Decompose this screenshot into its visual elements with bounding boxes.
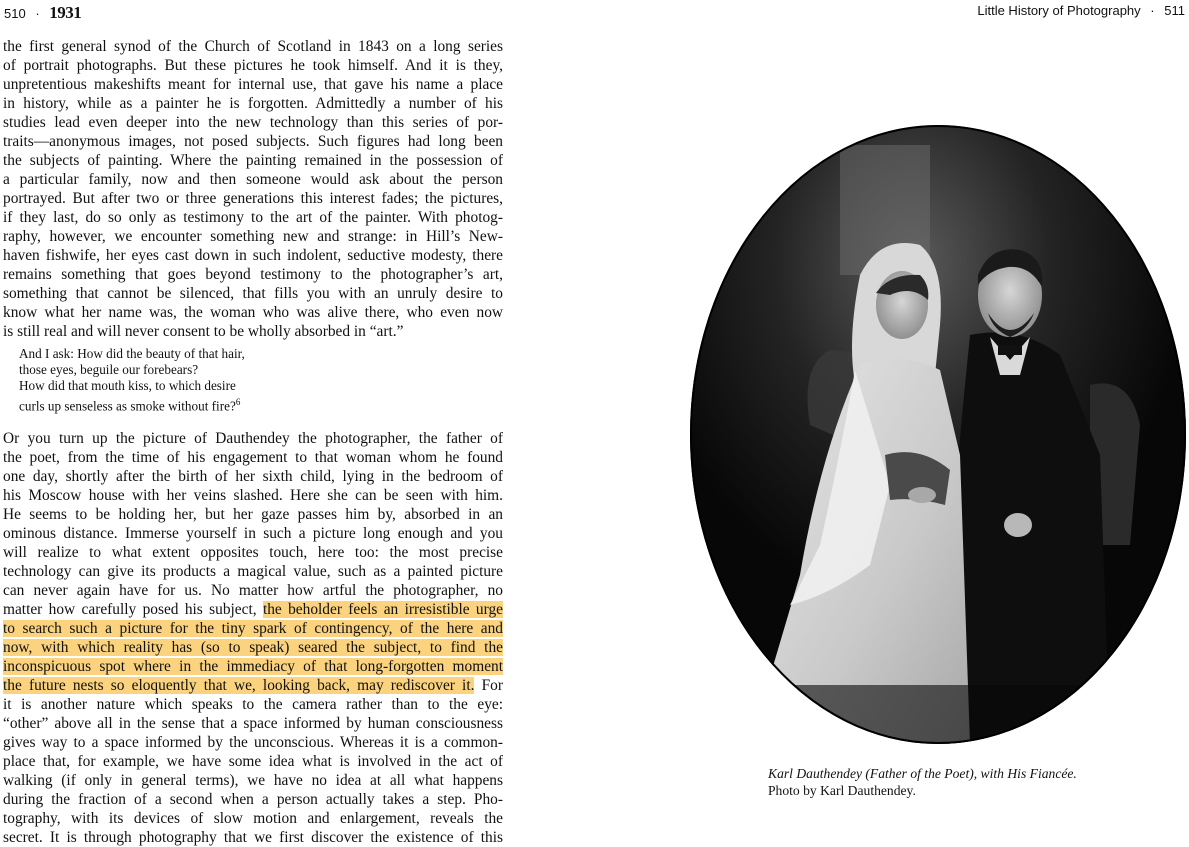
footnote-marker[interactable]: 6 bbox=[235, 397, 241, 407]
left-page-header bbox=[4, 3, 81, 23]
text-line: traits—anonymous images, not posed subjects. Such figures had long been bbox=[3, 133, 503, 150]
highlighted-text[interactable]: inconspicuous spot where in the immediacy of that long-forgotten moment bbox=[3, 658, 503, 675]
text-line-highlight bbox=[3, 619, 503, 638]
text-line: haven fishwife, her eyes cast down in such indolent, seductive modesty, there bbox=[3, 247, 503, 264]
paragraph-2 bbox=[3, 429, 503, 847]
text-line-mixed bbox=[3, 676, 503, 695]
paragraph-1 bbox=[3, 37, 503, 341]
text-line: it is another nature which speaks to the camera rather than to the eye: bbox=[3, 696, 503, 713]
caption-credit: Photo by Karl Dauthendey. bbox=[768, 783, 916, 798]
plain-text: matter how carefully posed his subject, bbox=[3, 601, 263, 618]
right-page bbox=[600, 0, 1189, 840]
oval-portrait-photo bbox=[690, 125, 1186, 744]
text-line: the poet, from the time of his engagement to that woman whom he found bbox=[3, 449, 503, 466]
plain-text: For bbox=[474, 677, 503, 694]
text-line: place that, for example, we have some idea what is involved in the act of bbox=[3, 753, 503, 770]
header-year: 1931 bbox=[49, 3, 82, 22]
right-page-number: 511 bbox=[1164, 3, 1185, 18]
text-line: a particular family, now and then someone would ask about the person bbox=[3, 171, 503, 188]
text-line: if they last, do so only as testimony to the art of the painter. With photog- bbox=[3, 209, 503, 226]
text-line: “other” above all in the sense that a space informed by human consciousness bbox=[3, 715, 503, 732]
text-line: is still real and will never consent to be wholly absorbed in “art.” bbox=[3, 323, 404, 340]
text-line: portrayed. But after two or three generations this interest fades; the pictures, bbox=[3, 190, 503, 207]
text-line: one day, shortly after the birth of her sixth child, lying in the bedroom of bbox=[3, 468, 503, 485]
text-line: the subjects of painting. Where the painting remained in the possession of bbox=[3, 152, 503, 169]
verse-line: And I ask: How did the beauty of that hair, bbox=[19, 346, 245, 361]
text-line: something that cannot be silenced, that fills you with an unruly desire to bbox=[3, 285, 503, 302]
text-line: during the fraction of a second when a person actually takes a step. Pho- bbox=[3, 791, 503, 808]
highlighted-text[interactable]: the future nests so eloquently that we, looking back, may rediscover it. bbox=[3, 677, 475, 694]
text-line: gives way to a space informed by the unconscious. Whereas it is a common- bbox=[3, 734, 503, 751]
text-line: know what her name was, the woman who was alive there, who even now bbox=[3, 304, 503, 321]
text-line: He seems to be holding her, but her gaze passes him by, absorbed in an bbox=[3, 506, 503, 523]
text-line: studies lead even deeper into the new technology than this series of por- bbox=[3, 114, 503, 131]
text-line: tography, with its devices of slow motion and enlargement, reveals the bbox=[3, 810, 503, 827]
running-title: Little History of Photography bbox=[977, 3, 1141, 18]
text-line: ominous distance. Immerse yourself in such a picture long enough and you bbox=[3, 525, 503, 542]
text-line: his Moscow house with her veins slashed. Here she can be seen with him. bbox=[3, 487, 503, 504]
highlighted-text[interactable]: now, with which reality has (so to speak) seared the subject, to find the bbox=[3, 639, 503, 656]
text-line: walking (if only in general terms), we have no idea at all what happens bbox=[3, 772, 503, 789]
text-line-mixed bbox=[3, 600, 503, 619]
left-page bbox=[0, 0, 520, 846]
photo-caption bbox=[768, 765, 1077, 799]
man-bowtie bbox=[998, 345, 1022, 355]
caption-title: Karl Dauthendey (Father of the Poet), with His Fiancée. bbox=[768, 766, 1077, 781]
text-line-highlight bbox=[3, 657, 503, 676]
verse-line-last bbox=[19, 394, 245, 414]
verse-quotation bbox=[19, 346, 245, 414]
highlighted-text[interactable]: the beholder feels an irresistible urge bbox=[262, 601, 503, 618]
text-line-highlight bbox=[3, 638, 503, 657]
text-line: can never again have for us. No matter how artful the photographer, no bbox=[3, 582, 503, 599]
verse-line: How did that mouth kiss, to which desire bbox=[19, 378, 236, 393]
header-separator: · bbox=[35, 6, 40, 21]
text-line: the first general synod of the Church of Scotland in 1843 on a long series bbox=[3, 38, 503, 55]
text-line: Or you turn up the picture of Dauthendey the photographer, the father of bbox=[3, 430, 503, 447]
verse-line: those eyes, beguile our forebears? bbox=[19, 362, 199, 377]
text-line: raphy, however, we encounter something new and strange: in Hill’s New- bbox=[3, 228, 503, 245]
verse-line: curls up senseless as smoke without fire? bbox=[19, 398, 236, 414]
text-line: will realize to what extent opposites touch, here too: the most precise bbox=[3, 544, 503, 561]
header-separator: · bbox=[1150, 3, 1155, 18]
text-line: in history, while as a painter he is forgotten. Admittedly a number of his bbox=[3, 95, 503, 112]
text-line: remains something that goes beyond testimony to the photographer’s art, bbox=[3, 266, 503, 283]
right-page-header bbox=[977, 3, 1185, 18]
text-line: unpretentious makeshifts meant for internal use, that gave his name a place bbox=[3, 76, 503, 93]
text-line: of portrait photographs. But these pictures he took himself. And it is they, bbox=[3, 57, 503, 74]
text-line: secret. It is through photography that we first discover the existence of this bbox=[3, 829, 503, 846]
highlighted-text[interactable]: to search such a picture for the tiny spark of contingency, of the here and bbox=[3, 620, 503, 637]
man-hand bbox=[1004, 513, 1032, 537]
left-page-number: 510 bbox=[4, 6, 26, 21]
text-line: technology can give its products a magical value, such as a painted picture bbox=[3, 563, 503, 580]
